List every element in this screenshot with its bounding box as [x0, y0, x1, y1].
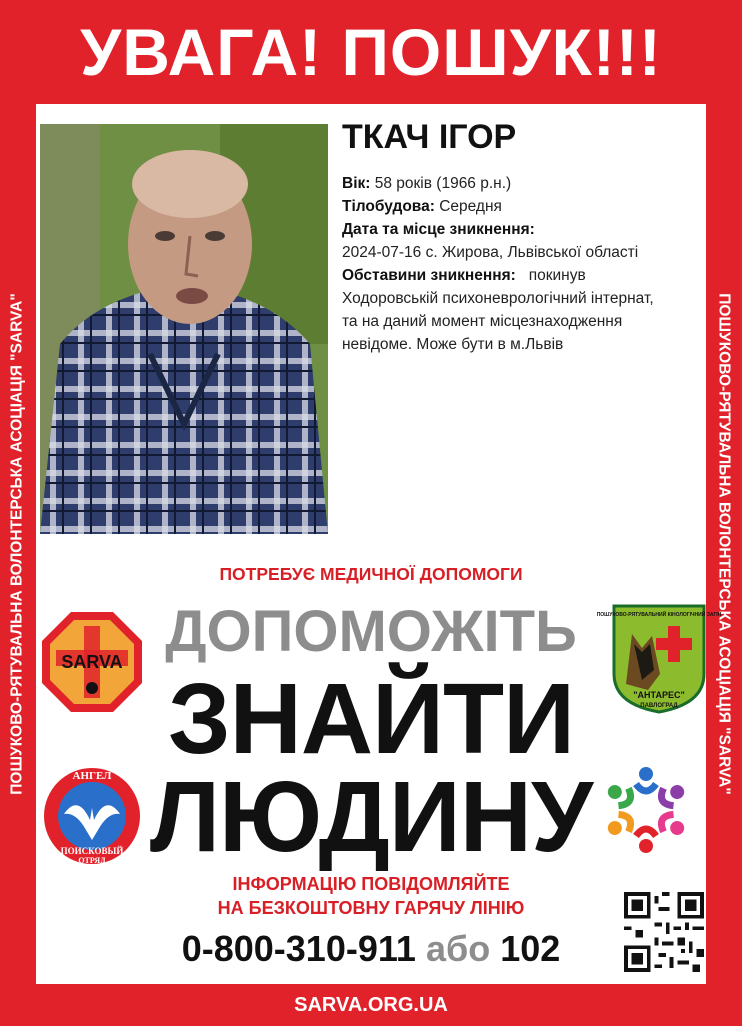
- circumstances-label: Обставини зникнення:: [342, 267, 516, 284]
- antares-logo: [596, 604, 722, 714]
- person-heading: ЛЮДИНУ: [149, 761, 593, 873]
- hotline-or: або: [425, 928, 491, 969]
- help-heading: ДОПОМОЖІТЬ: [165, 599, 577, 664]
- angel-bottom-text2: ОТРЯД: [78, 856, 106, 865]
- website-link[interactable]: SARVA.ORG.UA: [294, 994, 448, 1016]
- hotline: [36, 928, 706, 970]
- person-details: [342, 172, 702, 356]
- sarva-logo: [40, 610, 144, 714]
- circumstances-line3: та на даний момент місцезнаходження: [342, 313, 623, 330]
- community-logo: [604, 758, 688, 858]
- side-text-right: ПОШУКОВО-РЯТУВАЛЬНА ВОЛОНТЕРСЬКА АСОЦІАЦІЯ "SARVA": [716, 293, 733, 795]
- angel-logo: [42, 764, 142, 868]
- build-label: Тілобудова:: [342, 198, 435, 215]
- date-value: 2024-07-16 с. Жирова, Львівської області: [342, 244, 639, 261]
- report-line-1: ІНФОРМАЦІЮ ПОВІДОМЛЯЙТЕ: [232, 874, 510, 894]
- angel-top-text: АНГЕЛ: [72, 770, 112, 782]
- antares-top-text: ПОШУКОВО-РЯТУВАЛЬНИЙ КІНОЛОГІЧНИЙ ЗАГІН: [596, 612, 722, 618]
- find-heading: ЗНАЙТИ: [168, 663, 574, 775]
- circumstances-line4: невідоме. Може бути в м.Львів: [342, 336, 564, 353]
- date-label: Дата та місце зникнення:: [342, 221, 535, 238]
- age-label: Вік:: [342, 175, 371, 192]
- sarva-logo-text: SARVA: [61, 652, 123, 672]
- emergency-number[interactable]: 102: [500, 928, 561, 969]
- missing-person-photo: [40, 124, 328, 534]
- content-panel: [36, 104, 722, 984]
- age-value: 58 років (1966 р.н.): [374, 175, 512, 192]
- antares-city-text: ПАВЛОГРАД: [640, 703, 678, 709]
- antares-logo-text: "АНТАРЕС": [633, 690, 685, 700]
- medical-notice: ПОТРЕБУЄ МЕДИЧНОЇ ДОПОМОГИ: [219, 564, 523, 584]
- circumstances-line1: покинув: [528, 267, 586, 284]
- qr-code[interactable]: [624, 890, 704, 974]
- build-value: Середня: [439, 198, 502, 215]
- side-text-left: ПОШУКОВО-РЯТУВАЛЬНА ВОЛОНТЕРСЬКА АСОЦІАЦІЯ "SARVA": [9, 293, 26, 795]
- angel-bottom-text1: ПОИСКОВЫЙ: [60, 846, 124, 856]
- hotline-number[interactable]: 0-800-310-911: [181, 928, 416, 969]
- person-name: ТКАЧ ІГОР: [342, 118, 517, 156]
- circumstances-line2: Ходоровській психоневрологічний інтернат,: [342, 290, 654, 307]
- poster-title: УВАГА! ПОШУК!!!: [80, 15, 662, 89]
- report-line-2: НА БЕЗКОШТОВНУ ГАРЯЧУ ЛІНІЮ: [217, 898, 525, 918]
